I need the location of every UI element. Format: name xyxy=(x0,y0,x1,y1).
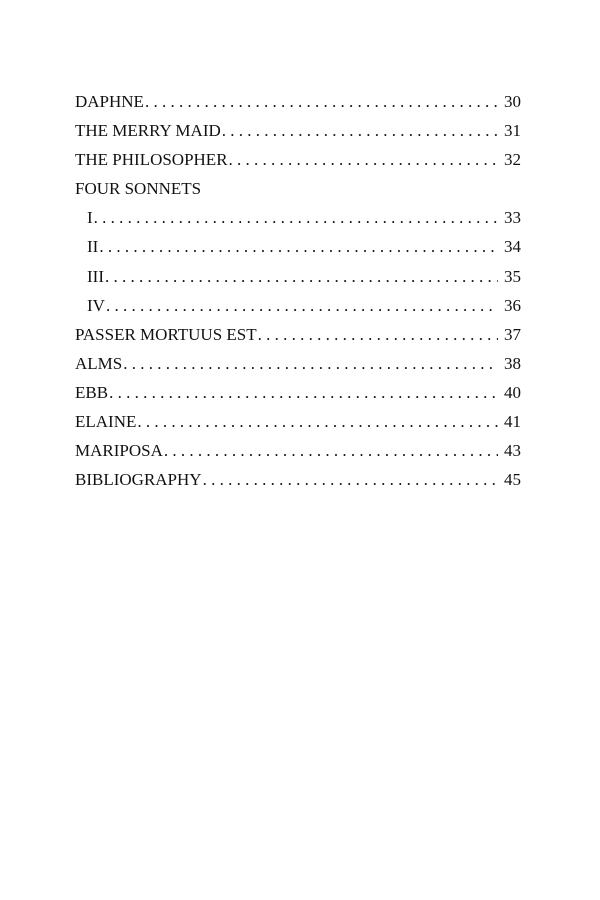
toc-entry-title: BIBLIOGRAPHY xyxy=(75,470,202,490)
toc-entry-title: I xyxy=(87,208,93,228)
toc-entry-title: THE PHILOSOPHER xyxy=(75,150,228,170)
toc-entry-title: PASSER MORTUUS EST xyxy=(75,324,257,344)
toc-entry-mariposa[interactable] xyxy=(75,436,521,465)
dot-leader xyxy=(94,203,498,232)
toc-entry-page-number: 30 xyxy=(504,92,521,111)
toc-entry-the-philosopher[interactable] xyxy=(75,145,521,174)
toc-entry-page-number: 32 xyxy=(504,150,521,170)
table-of-contents xyxy=(75,87,521,494)
dot-leader xyxy=(109,378,498,407)
toc-entry-sonnet-iv[interactable] xyxy=(75,291,521,320)
toc-entry-page-number: 35 xyxy=(504,266,521,286)
dot-leader xyxy=(106,291,498,320)
dot-leader xyxy=(99,232,498,261)
toc-entry-title: THE MERRY MAID xyxy=(75,121,221,141)
toc-entry-page-number: 37 xyxy=(504,324,521,344)
toc-entry-sonnet-i[interactable] xyxy=(75,203,521,232)
toc-entry-the-merry-maid[interactable] xyxy=(75,116,521,145)
toc-section-title: FOUR SONNETS xyxy=(75,179,202,199)
dot-leader xyxy=(203,465,498,494)
toc-entry-title: ALMS xyxy=(75,353,123,373)
toc-entry-title: MARIPOSA xyxy=(75,441,163,461)
toc-entry-page-number: 40 xyxy=(504,382,521,402)
toc-entry-passer-mortuus-est[interactable] xyxy=(75,320,521,349)
toc-entry-title: EBB xyxy=(75,382,109,402)
toc-section-four-sonnets xyxy=(75,174,521,203)
toc-entry-elaine[interactable] xyxy=(75,407,521,436)
dot-leader xyxy=(164,436,498,465)
toc-entry-page-number: 43 xyxy=(504,441,521,461)
dot-leader xyxy=(229,145,498,174)
dot-leader xyxy=(258,320,498,349)
toc-entry-page-number: 45 xyxy=(504,470,521,490)
toc-entry-page-number: 36 xyxy=(504,295,521,315)
toc-entry-title: DAPHNE xyxy=(75,92,144,111)
toc-entry-bibliography[interactable] xyxy=(75,465,521,494)
toc-entry-title: ELAINE xyxy=(75,412,137,432)
toc-entry-page-number: 38 xyxy=(504,353,521,373)
toc-entry-alms[interactable] xyxy=(75,349,521,378)
toc-entry-sonnet-iii[interactable] xyxy=(75,262,521,291)
toc-entry-title: II xyxy=(87,237,99,257)
dot-leader xyxy=(105,262,498,291)
toc-entry-page-number: 41 xyxy=(504,412,521,432)
toc-entry-sonnet-ii[interactable] xyxy=(75,232,521,261)
toc-entry-page-number: 31 xyxy=(504,121,521,141)
dot-leader xyxy=(123,349,498,378)
dot-leader xyxy=(137,407,498,436)
toc-entry-daphne[interactable] xyxy=(75,87,521,116)
dot-leader xyxy=(222,116,498,145)
dot-leader xyxy=(145,87,498,116)
toc-entry-ebb[interactable] xyxy=(75,378,521,407)
toc-entry-page-number: 34 xyxy=(504,237,521,257)
toc-entry-page-number: 33 xyxy=(504,208,521,228)
toc-entry-title: III xyxy=(87,266,104,286)
toc-entry-title: IV xyxy=(87,295,105,315)
